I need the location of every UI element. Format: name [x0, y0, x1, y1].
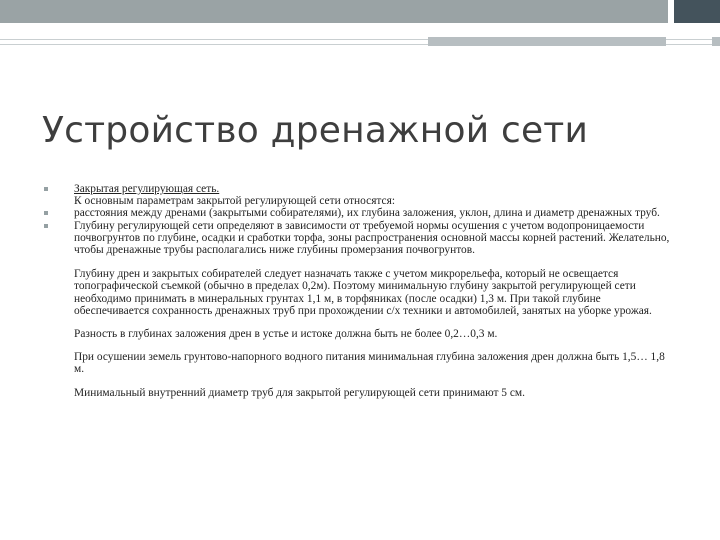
bullet-text: расстояния между дренами (закрытыми собирателями), их глубина заложения, уклон, длина и диаметр дренажных труб.	[74, 207, 660, 220]
bullet-marker	[44, 211, 48, 215]
top-decor-bar	[0, 0, 720, 23]
bullet-marker	[44, 187, 48, 191]
slide-body	[74, 183, 674, 399]
bullet-heading: Закрытая регулирующая сеть.	[74, 183, 220, 195]
bullet-subtext: К основным параметрам закрытой регулирующей сети относятся:	[74, 195, 396, 208]
bullet-text: Глубину регулирующей сети определяют в зависимости от требуемой нормы осушения с учетом водопроницаемости почвогрунтов по глубине, осадки и сработки торфа, зоны распространения основной массы корней растений. Желательно, чтобы дренажные трубы располагались ниже глубины промерзания почвогрунтов.	[74, 219, 670, 257]
body-paragraph: Минимальный внутренний диаметр труб для закрытой регулирующей сети принимают 5 см.	[74, 386, 525, 399]
body-paragraph: При осушении земель грунтово-напорного водного питания минимальная глубина заложения дрен должна быть 1,5… 1,8 м.	[74, 351, 665, 376]
bullet-item	[74, 220, 674, 257]
decor-bar	[428, 37, 666, 46]
slide-title: Устройство дренажной сети	[42, 110, 589, 151]
bullet-item	[74, 183, 674, 207]
bullet-item	[74, 207, 674, 219]
decor-bar-right	[712, 37, 720, 46]
body-paragraph: Глубину дрен и закрытых собирателей следует назначать также с учетом микрорельефа, который не освещается топографической съемкой (обычно в пределах 0,2м). Поэтому минимальную глубину закрытой регулирующей сети необходимо принимать в минеральных грунтах 1,1 м, в торфяниках (после осадки) 1,3 м. При такой глубине обеспечивается сохранность дренажных труб при прохождении с/х техники и автомобилей, занятых на уборке урожая.	[74, 268, 652, 317]
bullet-marker	[44, 224, 48, 228]
body-paragraph: Разность в глубинах заложения дрен в устье и истоке должна быть не более 0,2…0,3 м.	[74, 328, 498, 341]
top-decor-dark-block	[674, 0, 720, 23]
